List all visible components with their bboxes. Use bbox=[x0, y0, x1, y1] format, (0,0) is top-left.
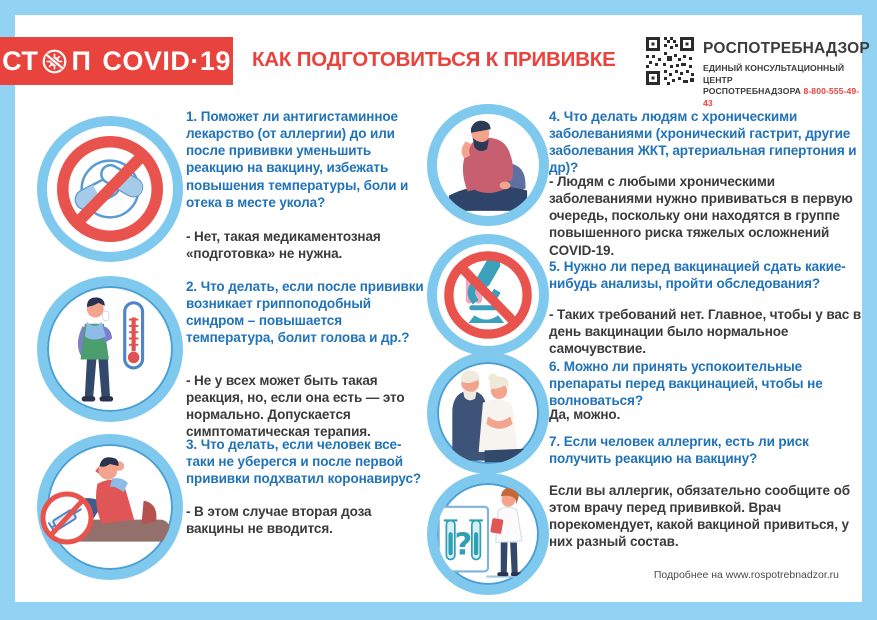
no-virus-icon bbox=[41, 48, 68, 75]
faq-question-7: 7. Если человек аллергик, есть ли риск получить реакцию на вакцину? bbox=[549, 434, 809, 467]
man-with-stomach-pain-icon bbox=[437, 114, 539, 216]
banner-text-left: СТ bbox=[2, 45, 39, 76]
stop-covid-banner bbox=[0, 37, 233, 85]
faq-answer-7: Если вы аллергик, обязательно сообщите об этом врачу перед прививкой. Врач порекомендует, какой вакциной привиться, у них разный состав. bbox=[549, 483, 850, 550]
faq-answer-1: - Нет, такая медикаментозная «подготовка» не нужна. bbox=[186, 229, 381, 262]
consultation-center-line1: ЕДИНЫЙ КОНСУЛЬТАЦИОННЫЙ ЦЕНТР bbox=[703, 63, 845, 85]
consultation-center-info bbox=[703, 63, 868, 109]
hotline-phone: 8-800-555-49-43 bbox=[703, 86, 860, 108]
svg-text:?: ? bbox=[454, 527, 473, 563]
no-syringe-badge-icon bbox=[40, 491, 94, 545]
no-lab-tests-icon bbox=[437, 244, 539, 346]
faq-question-1: 1. Поможет ли антигистаминное лекарство (от аллергии) до или после прививки уменьшить реакцию на вакцину, избежать повышения температуры, боли и отека в месте укола? bbox=[186, 109, 409, 210]
faq-question-4: 4. Что делать людям с хроническими заболеваниями (хронический гастрит, другие заболевания ЖКТ, артериальная гипертония и др)? bbox=[549, 109, 857, 176]
faq-answer-5: - Таких требований нет. Главное, чтобы у вас в день вакцинации было нормальное самочувствие. bbox=[549, 307, 862, 357]
person-with-thermometer-icon bbox=[47, 286, 173, 412]
illustration-circle-6 bbox=[427, 352, 549, 474]
elderly-couple-icon bbox=[437, 362, 539, 464]
banner-text-right: П bbox=[71, 45, 92, 76]
illustration-circle-2 bbox=[37, 276, 183, 422]
no-pills-icon bbox=[47, 126, 173, 252]
footer-website-note: Подробнее на www.rospotrebnadzor.ru bbox=[653, 569, 839, 581]
faq-answer-4: - Людям с любыми хроническими заболеваниями нужно прививаться в первую очередь, поскольку они находятся в группе повышенного риска тяжелых осложнений COVID-19. bbox=[549, 174, 853, 258]
consultation-center-line2: РОСПОТРЕБНАДЗОРА bbox=[703, 86, 801, 97]
faq-question-5: 5. Нужно ли перед вакцинацией сдать какие-нибудь анализы, пройти обследования? bbox=[549, 259, 846, 292]
page-title: КАК ПОДГОТОВИТЬСЯ К ПРИВИВКЕ bbox=[252, 48, 616, 71]
illustration-circle-7 bbox=[427, 473, 549, 595]
organization-name: РОСПОТРЕБНАДЗОР bbox=[703, 40, 870, 57]
banner-covid-label: COVID·19 bbox=[102, 45, 231, 76]
illustration-circle-4 bbox=[427, 104, 549, 226]
illustration-circle-5 bbox=[427, 234, 549, 356]
faq-question-6: 6. Можно ли принять успокоительные препараты перед вакцинацией, чтобы не волноваться? bbox=[549, 359, 823, 409]
illustration-circle-1 bbox=[37, 116, 183, 262]
faq-answer-6: Да, можно. bbox=[549, 407, 621, 422]
organization-block bbox=[703, 40, 868, 109]
doctor-with-test-tubes-icon bbox=[437, 483, 539, 585]
qr-code-icon bbox=[645, 36, 695, 86]
faq-question-2: 2. Что делать, если после прививки возникает гриппоподобный синдром – повышается температура, болит голова и др.? bbox=[186, 279, 424, 346]
faq-answer-2: - Не у всех может быть такая реакция, но, если она есть — это нормально. Допускается симптоматическая терапия. bbox=[186, 373, 405, 440]
faq-question-3: 3. Что делать, если человек все-таки не уберегся и после первой прививки подхватил коронавирус? bbox=[186, 437, 422, 487]
faq-answer-3: - В этом случае вторая доза вакцины не вводится. bbox=[186, 504, 372, 537]
